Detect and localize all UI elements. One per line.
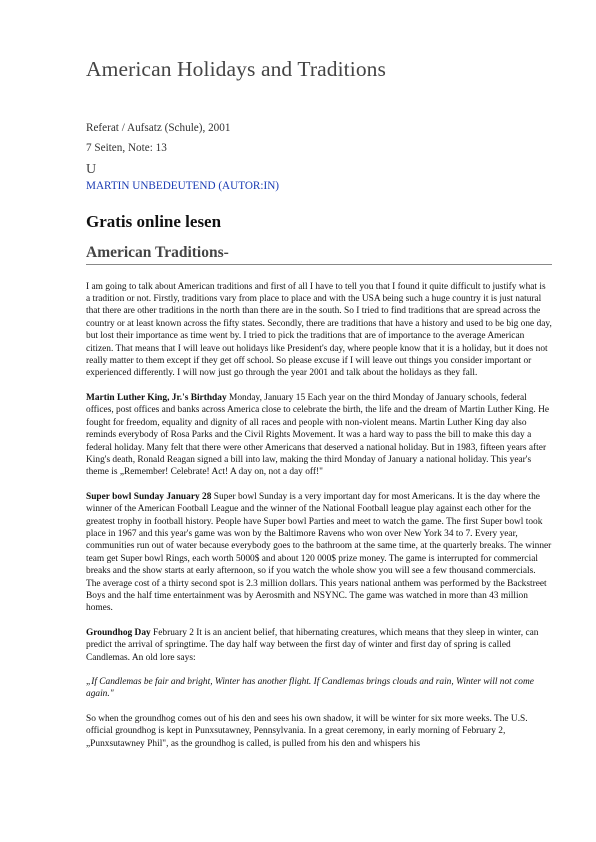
candlemas-quote: „If Candlemas be fair and bright, Winter has another flight. If Candlemas brings clouds and rain, Winter will not come again." [86, 677, 534, 700]
author-initial: U [86, 161, 97, 177]
document-pages-grade: 7 Seiten, Note: 13 [86, 141, 167, 154]
mlk-paragraph [86, 392, 552, 479]
mlk-title: Martin Luther King, Jr.'s Birthday [86, 392, 227, 403]
intro-paragraph: I am going to talk about American traditions and first of all I have to tell you that I found it quite difficult to justify what is a tradition or not. Firstly, traditions vary from place to place and with the USA being such a huge country it is just natural that there are other traditions in the north than there are in the south. So I tried to find traditions that are spread across the country or at least known across the fifty states. Secondly, there are traditions that have a history and used to be big one day, but lost their importance as time went by. I tried to pick the traditions that are of importance to the average American citizen. That means that I will leave out holidays like President's day, where people know that it is a holiday, but it does not really matter to them except if they get off school. So please excuse if I will leave out things you consider important or experienced differently. I will now just go through the year 2001 and talk about the holidays as they fall. [86, 281, 552, 379]
closing-paragraph: So when the groundhog comes out of his den and sees his own shadow, it will be winter for six more weeks. The U.S. official groundhog is kept in Punxsutawney, Pennsylvania. In a great ceremony, in early morning of February 2, „Punxsutawney Phil", as the groundhog is called, is pulled from his den and whispers his [86, 713, 528, 749]
mlk-body: Monday, January 15 Each year on the third Monday of January schools, federal offices, post offices and banks across America close to celebrate the birth, the life and the dream of Martin Luther King. He fought for freedom, equality and dignity of all races and people with non-violent means. Martin Luther King day also reminds everybody of Rosa Parks and the Civil Rights Movement. It was a hard way to pass the bill to make this day a federal holiday. Many felt that there were other Americans that deserved a national holiday. But in 1983, fifteen years after King's death, Ronald Reagan signed a bill into law, making the third Monday of January a national holiday. This year's theme is „Remember! Celebrate! Act! A day on, not a day off!" [86, 392, 550, 478]
groundhog-title: Groundhog Day [86, 627, 151, 638]
author-link[interactable]: MARTIN UNBEDEUTEND (AUTOR:IN) [86, 179, 280, 192]
superbowl-paragraph [86, 491, 552, 615]
document-title: American Holidays and Traditions [86, 57, 386, 81]
superbowl-body: Super bowl Sunday is a very important day for most Americans. It is the day where the winner of the American Football League and the winner of the National Football league play against each other for the greatest trophy in football history. People have Super bowl Parties and meet to watch the game. The first Super bowl took place in 1967 and this year's game was won by the Baltimore Ravens who won over New York 34 to 7. Every year, communities run out of water because everybody goes to the bathroom at the same time, at the quarterly breaks. The winner team get Super bowl Rings, each worth 5000$ and about 120 000$ prize money. The game is interrupted for commercial breaks and the show starts at early afternoon, so if you watch the whole show you will see a few thousand commercials. The average cost of a thirty second spot is 2.3 million dollars. This years national anthem was performed by the Backstreet Boys and the half time entertainment was by Aerosmith and NSYNC. The game was watched in more than 43 million homes. [86, 491, 552, 614]
groundhog-paragraph [86, 627, 552, 664]
read-online-heading: Gratis online lesen [86, 211, 222, 231]
section-heading: American Traditions- [86, 244, 552, 265]
superbowl-title: Super bowl Sunday January 28 [86, 491, 212, 502]
groundhog-body: February 2 It is an ancient belief, that hibernating creatures, which means that they sleep in winter, can predict the arrival of springtime. The day half way between the first day of winter and first day of spring is called Candlemas. An old lore says: [86, 627, 539, 663]
document-type: Referat / Aufsatz (Schule), 2001 [86, 121, 231, 134]
